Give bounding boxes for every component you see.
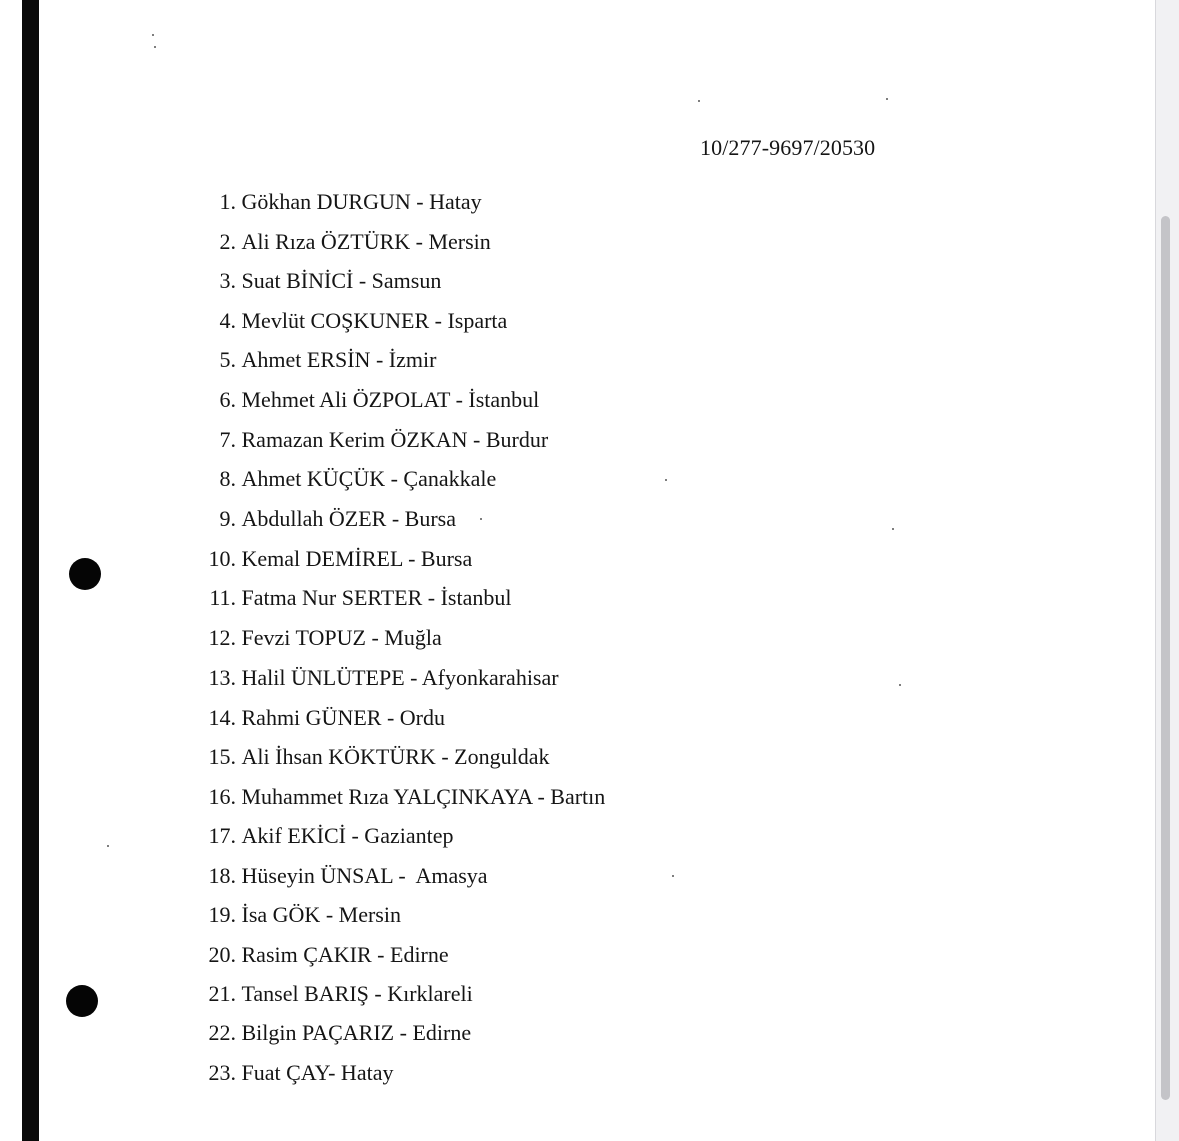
scan-speck <box>698 100 700 102</box>
item-number: 15. <box>208 744 236 769</box>
item-text: Ali İhsan KÖKTÜRK - Zonguldak <box>241 744 550 769</box>
item-text: Hüseyin ÜNSAL - Amasya <box>241 863 488 888</box>
item-text: Suat BİNİCİ - Samsun <box>241 268 442 293</box>
list-item <box>200 900 401 930</box>
scan-speck <box>480 518 482 520</box>
item-number: 8. <box>219 466 236 491</box>
list-item <box>200 861 488 891</box>
item-text: Ramazan Kerim ÖZKAN - Burdur <box>241 427 549 452</box>
list-item <box>200 425 548 455</box>
item-number: 3. <box>219 268 236 293</box>
document-reference-number: 10/277-9697/20530 <box>700 135 876 160</box>
list-item <box>200 504 456 534</box>
list-item <box>200 187 482 217</box>
scan-speck <box>107 845 109 847</box>
list-item <box>200 782 605 812</box>
item-text: Fevzi TOPUZ - Muğla <box>241 625 442 650</box>
scan-speck <box>154 46 156 48</box>
item-text: Mevlüt COŞKUNER - Isparta <box>241 308 508 333</box>
item-text: Ahmet KÜÇÜK - Çanakkale <box>241 466 497 491</box>
punch-hole-icon <box>66 985 98 1017</box>
item-text: Kemal DEMİREL - Bursa <box>241 546 473 571</box>
item-number: 11. <box>209 585 236 610</box>
list-item <box>200 663 559 693</box>
item-number: 9. <box>219 506 236 531</box>
item-text: Halil ÜNLÜTEPE - Afyonkarahisar <box>241 665 559 690</box>
item-number: 7. <box>219 427 236 452</box>
item-number: 16. <box>208 784 236 809</box>
item-number: 23. <box>208 1060 236 1085</box>
scan-speck <box>892 528 894 530</box>
item-number: 22. <box>208 1020 236 1045</box>
list-item <box>200 385 539 415</box>
scan-speck <box>899 684 901 686</box>
list-item <box>200 266 441 296</box>
item-number: 12. <box>208 625 236 650</box>
item-text: Muhammet Rıza YALÇINKAYA - Bartın <box>241 784 606 809</box>
list-item <box>200 227 491 257</box>
item-text: Bilgin PAÇARIZ - Edirne <box>241 1020 472 1045</box>
item-number: 17. <box>208 823 236 848</box>
item-number: 21. <box>208 981 236 1006</box>
viewer-margin <box>0 0 22 1141</box>
item-number: 4. <box>219 308 236 333</box>
list-item <box>200 742 549 772</box>
punch-hole-icon <box>69 558 101 590</box>
list-item <box>200 940 449 970</box>
item-number: 18. <box>208 863 236 888</box>
item-text: Tansel BARIŞ - Kırklareli <box>241 981 473 1006</box>
list-item <box>200 623 442 653</box>
item-text: Akif EKİCİ - Gaziantep <box>241 823 454 848</box>
list-item <box>200 306 507 336</box>
item-text: Rahmi GÜNER - Ordu <box>241 705 445 730</box>
item-text: Ali Rıza ÖZTÜRK - Mersin <box>241 229 491 254</box>
item-text: Fuat ÇAY- Hatay <box>241 1060 394 1085</box>
list-item <box>200 1018 471 1048</box>
list-item <box>200 583 511 613</box>
list-item <box>200 464 496 494</box>
scan-speck <box>152 34 154 36</box>
item-number: 10. <box>208 546 236 571</box>
scrollbar-thumb[interactable] <box>1161 216 1170 1100</box>
item-text: Mehmet Ali ÖZPOLAT - İstanbul <box>241 387 540 412</box>
item-number: 14. <box>208 705 236 730</box>
item-number: 19. <box>208 902 236 927</box>
item-text: Fatma Nur SERTER - İstanbul <box>241 585 512 610</box>
item-text: İsa GÖK - Mersin <box>241 902 401 927</box>
list-item <box>200 345 436 375</box>
item-text: Rasim ÇAKIR - Edirne <box>241 942 449 967</box>
list-item <box>200 1058 393 1088</box>
scan-speck <box>886 98 888 100</box>
item-text: Ahmet ERSİN - İzmir <box>241 347 437 372</box>
item-number: 5. <box>219 347 236 372</box>
scan-speck <box>665 479 667 481</box>
item-number: 6. <box>219 387 236 412</box>
list-item <box>200 703 445 733</box>
item-text: Gökhan DURGUN - Hatay <box>241 189 482 214</box>
scan-speck <box>672 875 674 877</box>
scan-edge <box>22 0 39 1141</box>
item-text: Abdullah ÖZER - Bursa <box>241 506 456 531</box>
item-number: 1. <box>219 189 236 214</box>
item-number: 2. <box>219 229 236 254</box>
list-item <box>200 544 472 574</box>
list-item <box>200 979 473 1009</box>
item-number: 13. <box>208 665 236 690</box>
list-item <box>200 821 453 851</box>
item-number: 20. <box>208 942 236 967</box>
